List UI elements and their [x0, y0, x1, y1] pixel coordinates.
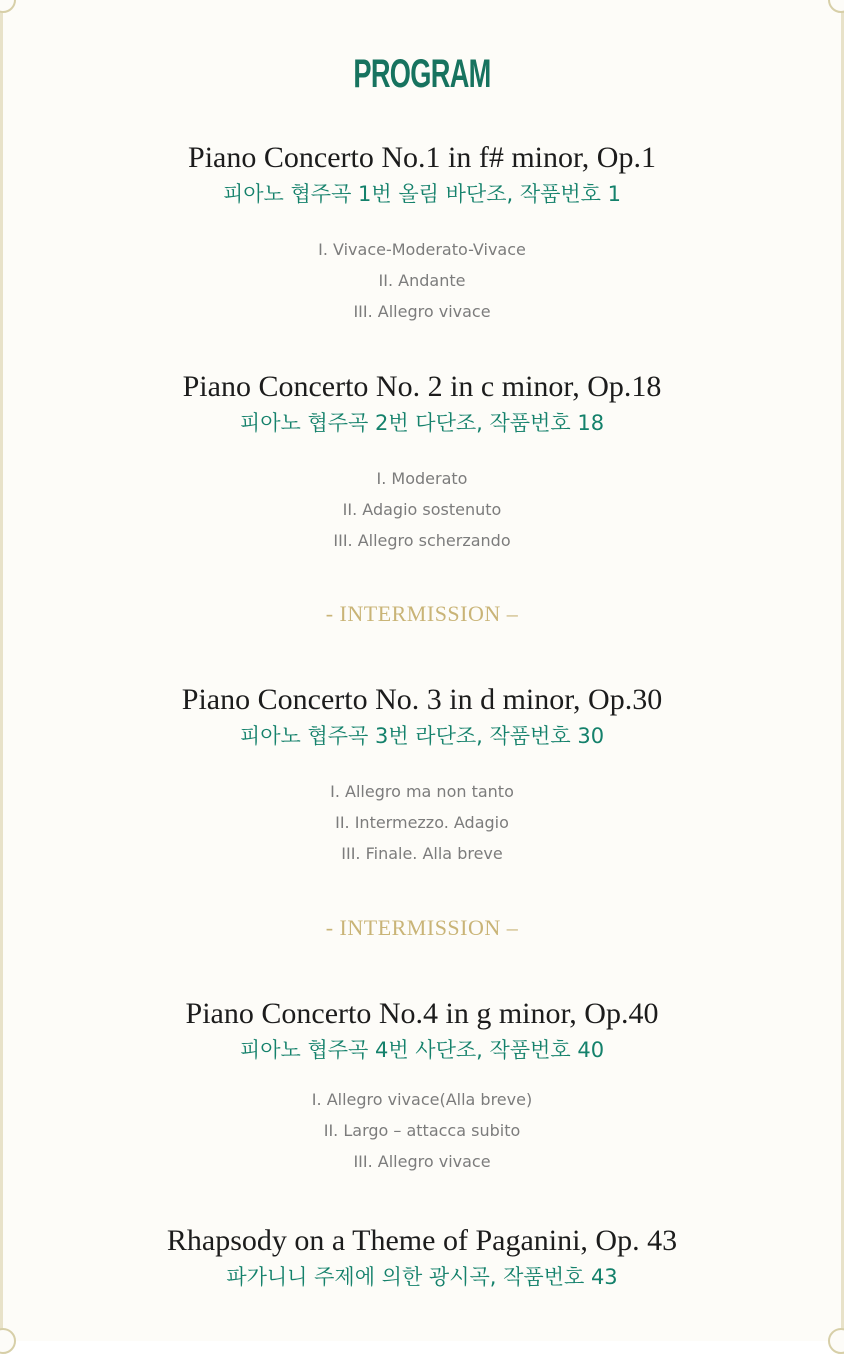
- program-work: [3, 1223, 841, 1291]
- program-work: [3, 140, 841, 327]
- work-title-en: Piano Concerto No.4 in g minor, Op.40: [185, 997, 659, 1030]
- page-title: PROGRAM: [353, 52, 491, 96]
- corner-ornament: [0, 1328, 16, 1354]
- intermission-label: - INTERMISSION –: [325, 601, 519, 626]
- work-title-ko: 파가니니 주제에 의한 광시곡, 작품번호 43: [226, 1265, 618, 1289]
- work-title-en: Rhapsody on a Theme of Paganini, Op. 43: [166, 1224, 678, 1257]
- work-title-ko: 피아노 협주곡 1번 올림 바단조, 작품번호 1: [222, 182, 622, 206]
- movement-item: III. Allegro scherzando: [333, 531, 511, 550]
- movement-item: III. Allegro vivace: [353, 302, 491, 321]
- program-work: [3, 682, 841, 869]
- movement-item: II. Intermezzo. Adagio: [335, 813, 509, 832]
- corner-ornament: [828, 0, 844, 13]
- movement-item: III. Finale. Alla breve: [341, 844, 503, 863]
- movement-item: I. Allegro vivace(Alla breve): [311, 1090, 533, 1109]
- program-work: [3, 369, 841, 556]
- corner-ornament: [828, 1328, 844, 1354]
- movement-list: [3, 463, 841, 556]
- work-title-en: Piano Concerto No. 2 in c minor, Op.18: [182, 370, 662, 403]
- movement-list: [3, 234, 841, 327]
- movement-list: [3, 1084, 841, 1177]
- work-title-en: Piano Concerto No.1 in f# minor, Op.1: [188, 141, 656, 174]
- movement-item: I. Allegro ma non tanto: [330, 782, 514, 801]
- movement-item: II. Largo – attacca subito: [323, 1121, 521, 1140]
- movement-list: [3, 776, 841, 869]
- program-work: [3, 996, 841, 1177]
- work-title-ko: 피아노 협주곡 3번 라단조, 작품번호 30: [239, 724, 605, 748]
- corner-ornament: [0, 0, 16, 13]
- movement-item: II. Andante: [378, 271, 466, 290]
- movement-item: II. Adagio sostenuto: [342, 500, 502, 519]
- movement-item: III. Allegro vivace: [353, 1152, 491, 1171]
- movement-item: I. Vivace-Moderato-Vivace: [318, 240, 526, 259]
- movement-item: I. Moderato: [376, 469, 468, 488]
- work-title-en: Piano Concerto No. 3 in d minor, Op.30: [181, 683, 663, 716]
- work-title-ko: 피아노 협주곡 4번 사단조, 작품번호 40: [239, 1038, 605, 1062]
- work-title-ko: 피아노 협주곡 2번 다단조, 작품번호 18: [239, 411, 605, 435]
- intermission-label: - INTERMISSION –: [325, 915, 519, 940]
